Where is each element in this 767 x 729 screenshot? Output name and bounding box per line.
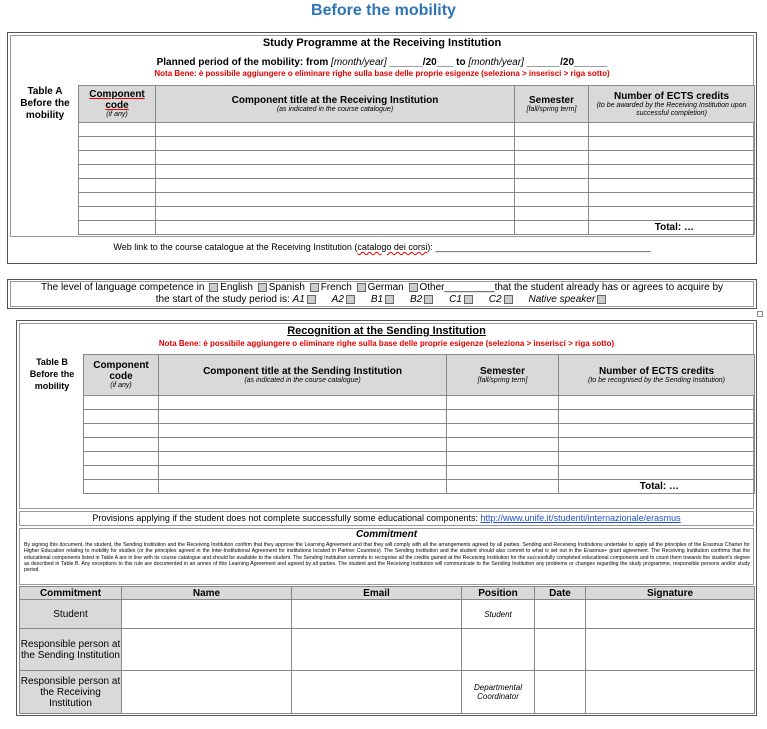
english-checkbox[interactable] xyxy=(209,283,218,292)
language-competence: The level of language competence in English Spanish French German Other_________that the student already has or agrees to acquire by the start of the study period is: A1 A2 B1 B2 C1 C2 Native speaker xyxy=(40,282,724,305)
col-ects-header: Number of ECTS credits (to be recognised by the Sending Institution) xyxy=(559,355,755,396)
table-row[interactable] xyxy=(84,424,159,438)
table-a-heading: Study Programme at the Receiving Institution xyxy=(262,37,502,49)
provisions-link[interactable]: http://www.unife.it/studenti/internazionale/erasmus xyxy=(480,513,681,523)
email-cell[interactable] xyxy=(292,671,462,714)
table-a-label xyxy=(12,86,78,122)
table-b-heading: Recognition at the Sending Institution xyxy=(287,325,486,337)
date-cell[interactable] xyxy=(535,629,586,671)
position-cell: Student xyxy=(462,600,535,629)
table-a-total: Total: … xyxy=(589,221,755,235)
table-row[interactable] xyxy=(84,466,159,480)
table-row[interactable] xyxy=(79,165,156,179)
c2-checkbox[interactable] xyxy=(504,295,513,304)
col-semester-header: Semester [fall/spring term] xyxy=(515,86,589,123)
table-row[interactable] xyxy=(84,396,159,410)
row-role-receiving: Responsible person at the Receiving Institution xyxy=(20,671,122,714)
col-ects-header: Number of ECTS credits (to be awarded by the Receiving Institution upon successful completion) xyxy=(589,86,755,123)
a2-checkbox[interactable] xyxy=(346,295,355,304)
signature-cell[interactable] xyxy=(586,671,755,714)
header-commitment: Commitment xyxy=(20,587,122,600)
header-name: Name xyxy=(122,587,292,600)
row-role-sending: Responsible person at the Sending Institution xyxy=(20,629,122,671)
catalogue-link[interactable]: catalogo dei corsi xyxy=(357,242,428,252)
name-cell[interactable] xyxy=(122,671,292,714)
a1-checkbox[interactable] xyxy=(307,295,316,304)
table-a-nota-bene: Nota Bene: è possibile aggiungere o eliminare righe sulla base delle proprie esigenze (seleziona > inserisci > riga sotto) xyxy=(154,69,610,78)
period-mid2: ______/20______ xyxy=(523,57,608,68)
header-email: Email xyxy=(292,587,462,600)
german-checkbox[interactable] xyxy=(357,283,366,292)
commitment-heading: Commitment xyxy=(355,529,418,540)
table-row[interactable] xyxy=(79,221,156,235)
header-signature: Signature xyxy=(586,587,755,600)
signature-cell[interactable] xyxy=(586,629,755,671)
spanish-checkbox[interactable] xyxy=(258,283,267,292)
weblink-line: Web link to the course catalogue at the Receiving Institution (catalogo dei corsi): ___________________________________________ xyxy=(113,242,651,252)
table-row[interactable] xyxy=(79,193,156,207)
signature-table xyxy=(19,586,755,714)
table-row[interactable] xyxy=(84,438,159,452)
position-cell: Departmental Coordinator xyxy=(462,671,535,714)
table-row[interactable] xyxy=(79,137,156,151)
c1-checkbox[interactable] xyxy=(464,295,473,304)
header-position: Position xyxy=(462,587,535,600)
table-row[interactable] xyxy=(79,123,156,137)
position-cell[interactable] xyxy=(462,629,535,671)
b2-checkbox[interactable] xyxy=(424,295,433,304)
table-row[interactable] xyxy=(79,151,156,165)
col-code-header: Component code (if any) xyxy=(84,355,159,396)
other-checkbox[interactable] xyxy=(409,283,418,292)
commitment-text: By signing this document, the student, the Sending Institution and the Receiving Institution confirm that they approve the Learning Agreement and that they will comply with all the arrangements agreed by all parties. Sending and Receiving Institutions undertake to apply all the principles of the Erasmus Charter for Higher Education relating to mobility for studies (or the principles agreed in the Inter-Institutional Agreement for institutions located in Partner Countries). The Sending Institution and the student should also commit to what is set out in the Erasmus+ grant agreement. The Receiving Institution confirms that the educational components listed in Table A are in line with its course catalogue and should be available to the student. The Sending Institution commits to recognise all the credits gained at the Receiving Institution for the successfully completed educational components and to count them towards the student's degree as described in Table B. Any exceptions to this rule are documented in an annex of this Learning Agreement and agreed by all parties. The student and the Receiving Institution will communicate to the Sending Institution any problems or changes regarding the study programme, responsible persons and/or study period. xyxy=(24,542,750,574)
period-from[interactable]: [month/year] xyxy=(331,57,387,68)
table-b-label: Table B Before the mobility xyxy=(29,357,75,391)
header-date: Date xyxy=(535,587,586,600)
table-row[interactable] xyxy=(84,452,159,466)
col-code-header: Component code (if any) xyxy=(79,86,156,123)
period-prefix: Planned period of the mobility: from xyxy=(156,57,332,68)
email-cell[interactable] xyxy=(292,629,462,671)
table-a-label-1: Table A xyxy=(27,86,63,97)
table-row[interactable] xyxy=(79,179,156,193)
b1-checkbox[interactable] xyxy=(385,295,394,304)
resize-handle[interactable] xyxy=(757,311,763,317)
native-checkbox[interactable] xyxy=(597,295,606,304)
provisions-line: Provisions applying if the student does not complete successfully some educational components: http://www.unife.it/studenti/internazionale/erasmus xyxy=(92,513,681,523)
table-a-grid xyxy=(78,85,755,235)
table-a-label-3: mobility xyxy=(25,110,65,121)
col-title-header: Component title at the Receiving Institution (as indicated in the course catalogue) xyxy=(156,86,515,123)
table-row[interactable] xyxy=(84,410,159,424)
table-b-nota-bene: Nota Bene: è possibile aggiungere o eliminare righe sulla base delle proprie esigenze (seleziona > inserisci > riga sotto) xyxy=(158,339,615,348)
table-a-label-2: Before the xyxy=(20,98,70,109)
signature-cell[interactable] xyxy=(586,600,755,629)
french-checkbox[interactable] xyxy=(310,283,319,292)
name-cell[interactable] xyxy=(122,629,292,671)
page-title: Before the mobility xyxy=(311,2,456,19)
name-cell[interactable] xyxy=(122,600,292,629)
email-cell[interactable] xyxy=(292,600,462,629)
date-cell[interactable] xyxy=(535,600,586,629)
date-cell[interactable] xyxy=(535,671,586,714)
table-row[interactable] xyxy=(84,480,159,494)
row-role-student: Student xyxy=(20,600,122,629)
period-mid1: ______/20___ to xyxy=(386,57,469,68)
period-to[interactable]: [month/year] xyxy=(468,57,524,68)
col-semester-header: Semester [fall/spring term] xyxy=(447,355,559,396)
table-row[interactable] xyxy=(79,207,156,221)
col-title-header: Component title at the Sending Institution (as indicated in the course catalogue) xyxy=(159,355,447,396)
table-b-grid xyxy=(83,354,755,494)
table-b-total: Total: … xyxy=(559,480,755,494)
mobility-period xyxy=(10,57,754,68)
